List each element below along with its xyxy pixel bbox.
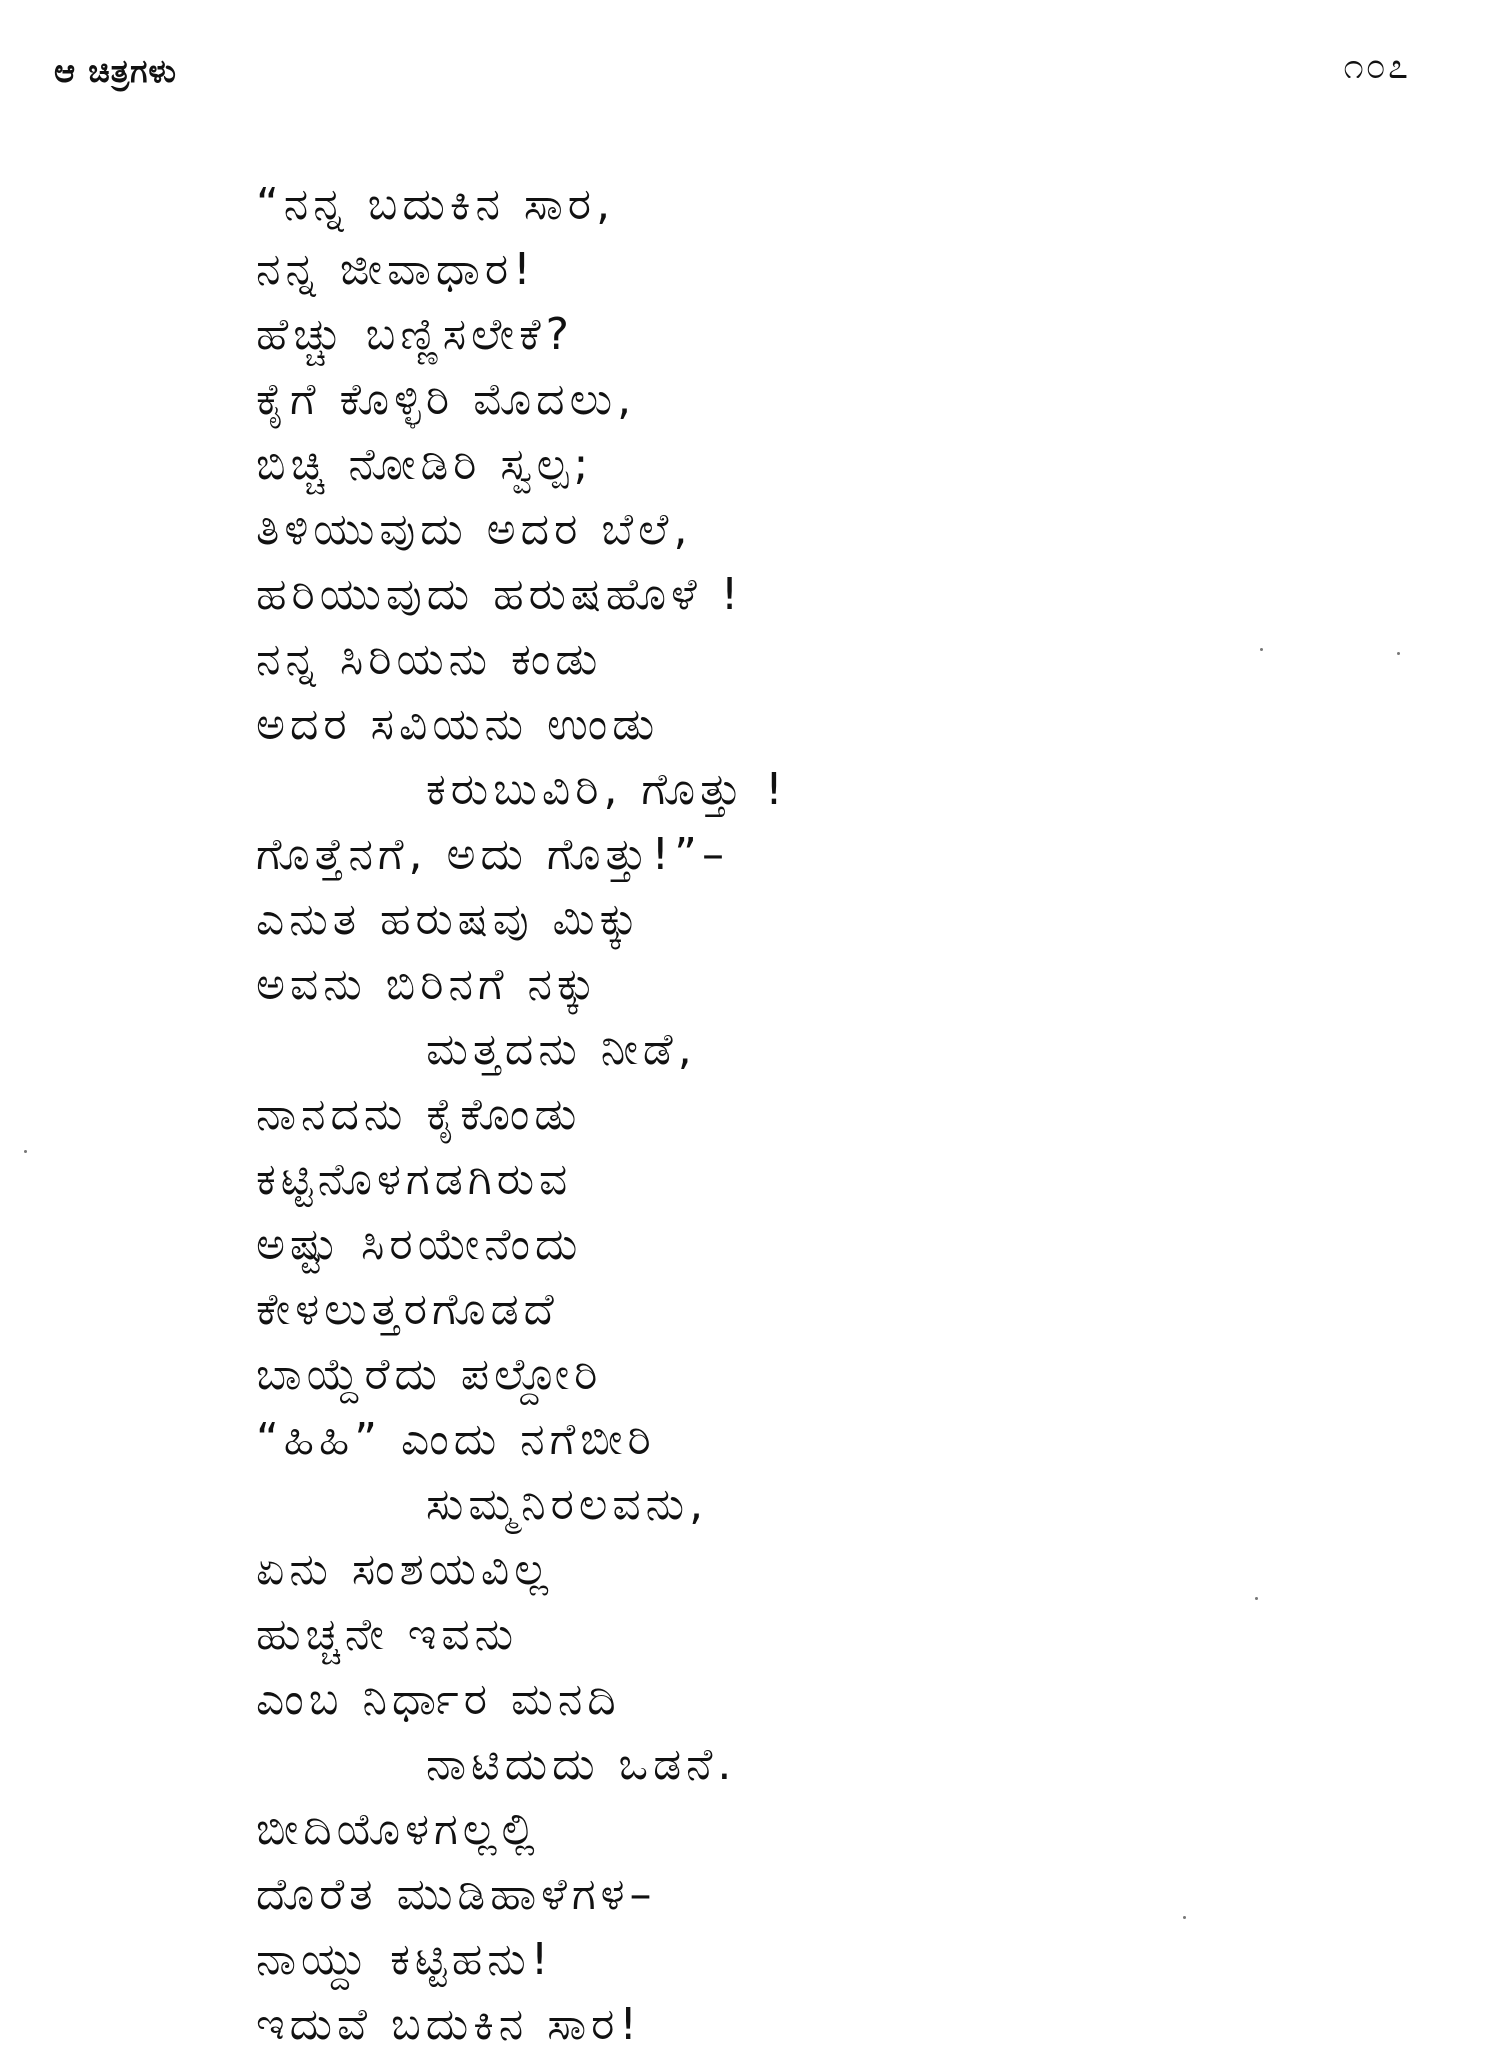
- poem-line: ಕೇಳಲುತ್ತರಗೊಡದೆ: [256, 1284, 559, 1335]
- poem-line: ನನ್ನ ಜೀವಾಧಾರ!: [256, 244, 536, 295]
- poem-line: ಕರುಬುವಿರಿ, ಗೊತ್ತು !: [426, 764, 788, 815]
- poem-line: ಏನು ಸಂಶಯವಿಲ್ಲ: [256, 1544, 554, 1595]
- scan-speck: [1255, 1597, 1258, 1600]
- poem-line: ನಾಟಿದುದು ಒಡನೆ.: [426, 1739, 737, 1790]
- poem-line: “ಹಿಹಿ” ಎಂದು ನಗೆಬೀರಿ: [256, 1414, 656, 1465]
- scan-speck: [1397, 652, 1400, 655]
- poem-line: ಮತ್ತದನು ನೀಡೆ,: [426, 1024, 697, 1075]
- running-title: ಆ ಚಿತ್ರಗಳು: [54, 52, 177, 90]
- poem-line: ಇದುವೆ ಬದುಕಿನ ಸಾರ!: [256, 1999, 643, 2050]
- poem-line: ದೊರೆತ ಮುಡಿಹಾಳೆಗಳ–: [256, 1869, 657, 1920]
- poem-line: “ನನ್ನ ಬದುಕಿನ ಸಾರ,: [256, 179, 616, 230]
- poem-line: ನಾನದನು ಕೈಕೊಂಡು: [256, 1089, 582, 1140]
- scan-speck: [24, 1150, 27, 1153]
- poem-line: ಕೈಗೆ ಕೊಳ್ಳಿರಿ ಮೊದಲು,: [256, 374, 637, 425]
- poem-line: ಹರಿಯುವುದು ಹರುಷಹೊಳೆ !: [256, 569, 744, 620]
- poem-body: [256, 172, 1376, 2057]
- poem-line: ಅದರ ಸವಿಯನು ಉಂಡು: [256, 699, 660, 750]
- poem-line: ಎನುತ ಹರುಷವು ಮಿಕ್ಕು: [256, 894, 643, 945]
- page-number: ೧೦೭: [1343, 46, 1410, 87]
- poem-line: ನಾಯ್ದು ಕಟ್ಟಿಹನು!: [256, 1934, 554, 1985]
- poem-line: ಎಂಬ ನಿರ್ಧಾರ ಮನದಿ: [256, 1674, 621, 1725]
- poem-line: ಕಟ್ಟಿನೊಳಗಡಗಿರುವ: [256, 1154, 573, 1205]
- poem-line: ಗೊತ್ತೆನಗೆ, ಅದು ಗೊತ್ತು!”–: [256, 829, 729, 880]
- poem-line: ಬೀದಿಯೊಳಗಲ್ಲಲ್ಲಿ: [256, 1804, 540, 1855]
- poem-line: ನನ್ನ ಸಿರಿಯನು ಕಂಡು: [256, 634, 603, 685]
- scan-speck: [1260, 648, 1263, 651]
- poem-line: ಬಿಚ್ಚಿ ನೋಡಿರಿ ಸ್ವಲ್ಪ;: [256, 439, 594, 490]
- poem-line: ತಿಳಿಯುವುದು ಅದರ ಬೆಲೆ,: [256, 504, 693, 555]
- poem-line: ಹೆಚ್ಚು ಬಣ್ಣಿಸಲೇಕೆ?: [256, 309, 575, 360]
- poem-line: ಅವನು ಬಿರಿನಗೆ ನಕ್ಕು: [256, 959, 600, 1010]
- poem-line: ಹುಚ್ಚನೇ ಇವನು: [256, 1609, 519, 1660]
- scan-speck: [1183, 1916, 1186, 1919]
- poem-line: ಅಷ್ಟು ಸಿರಯೇನೆಂದು: [256, 1219, 583, 1270]
- poem-line: ಸುಮ್ಮನಿರಲವನು,: [426, 1479, 709, 1530]
- poem-line: ಬಾಯ್ದೆರೆದು ಪಲ್ದೋರಿ: [256, 1349, 603, 1400]
